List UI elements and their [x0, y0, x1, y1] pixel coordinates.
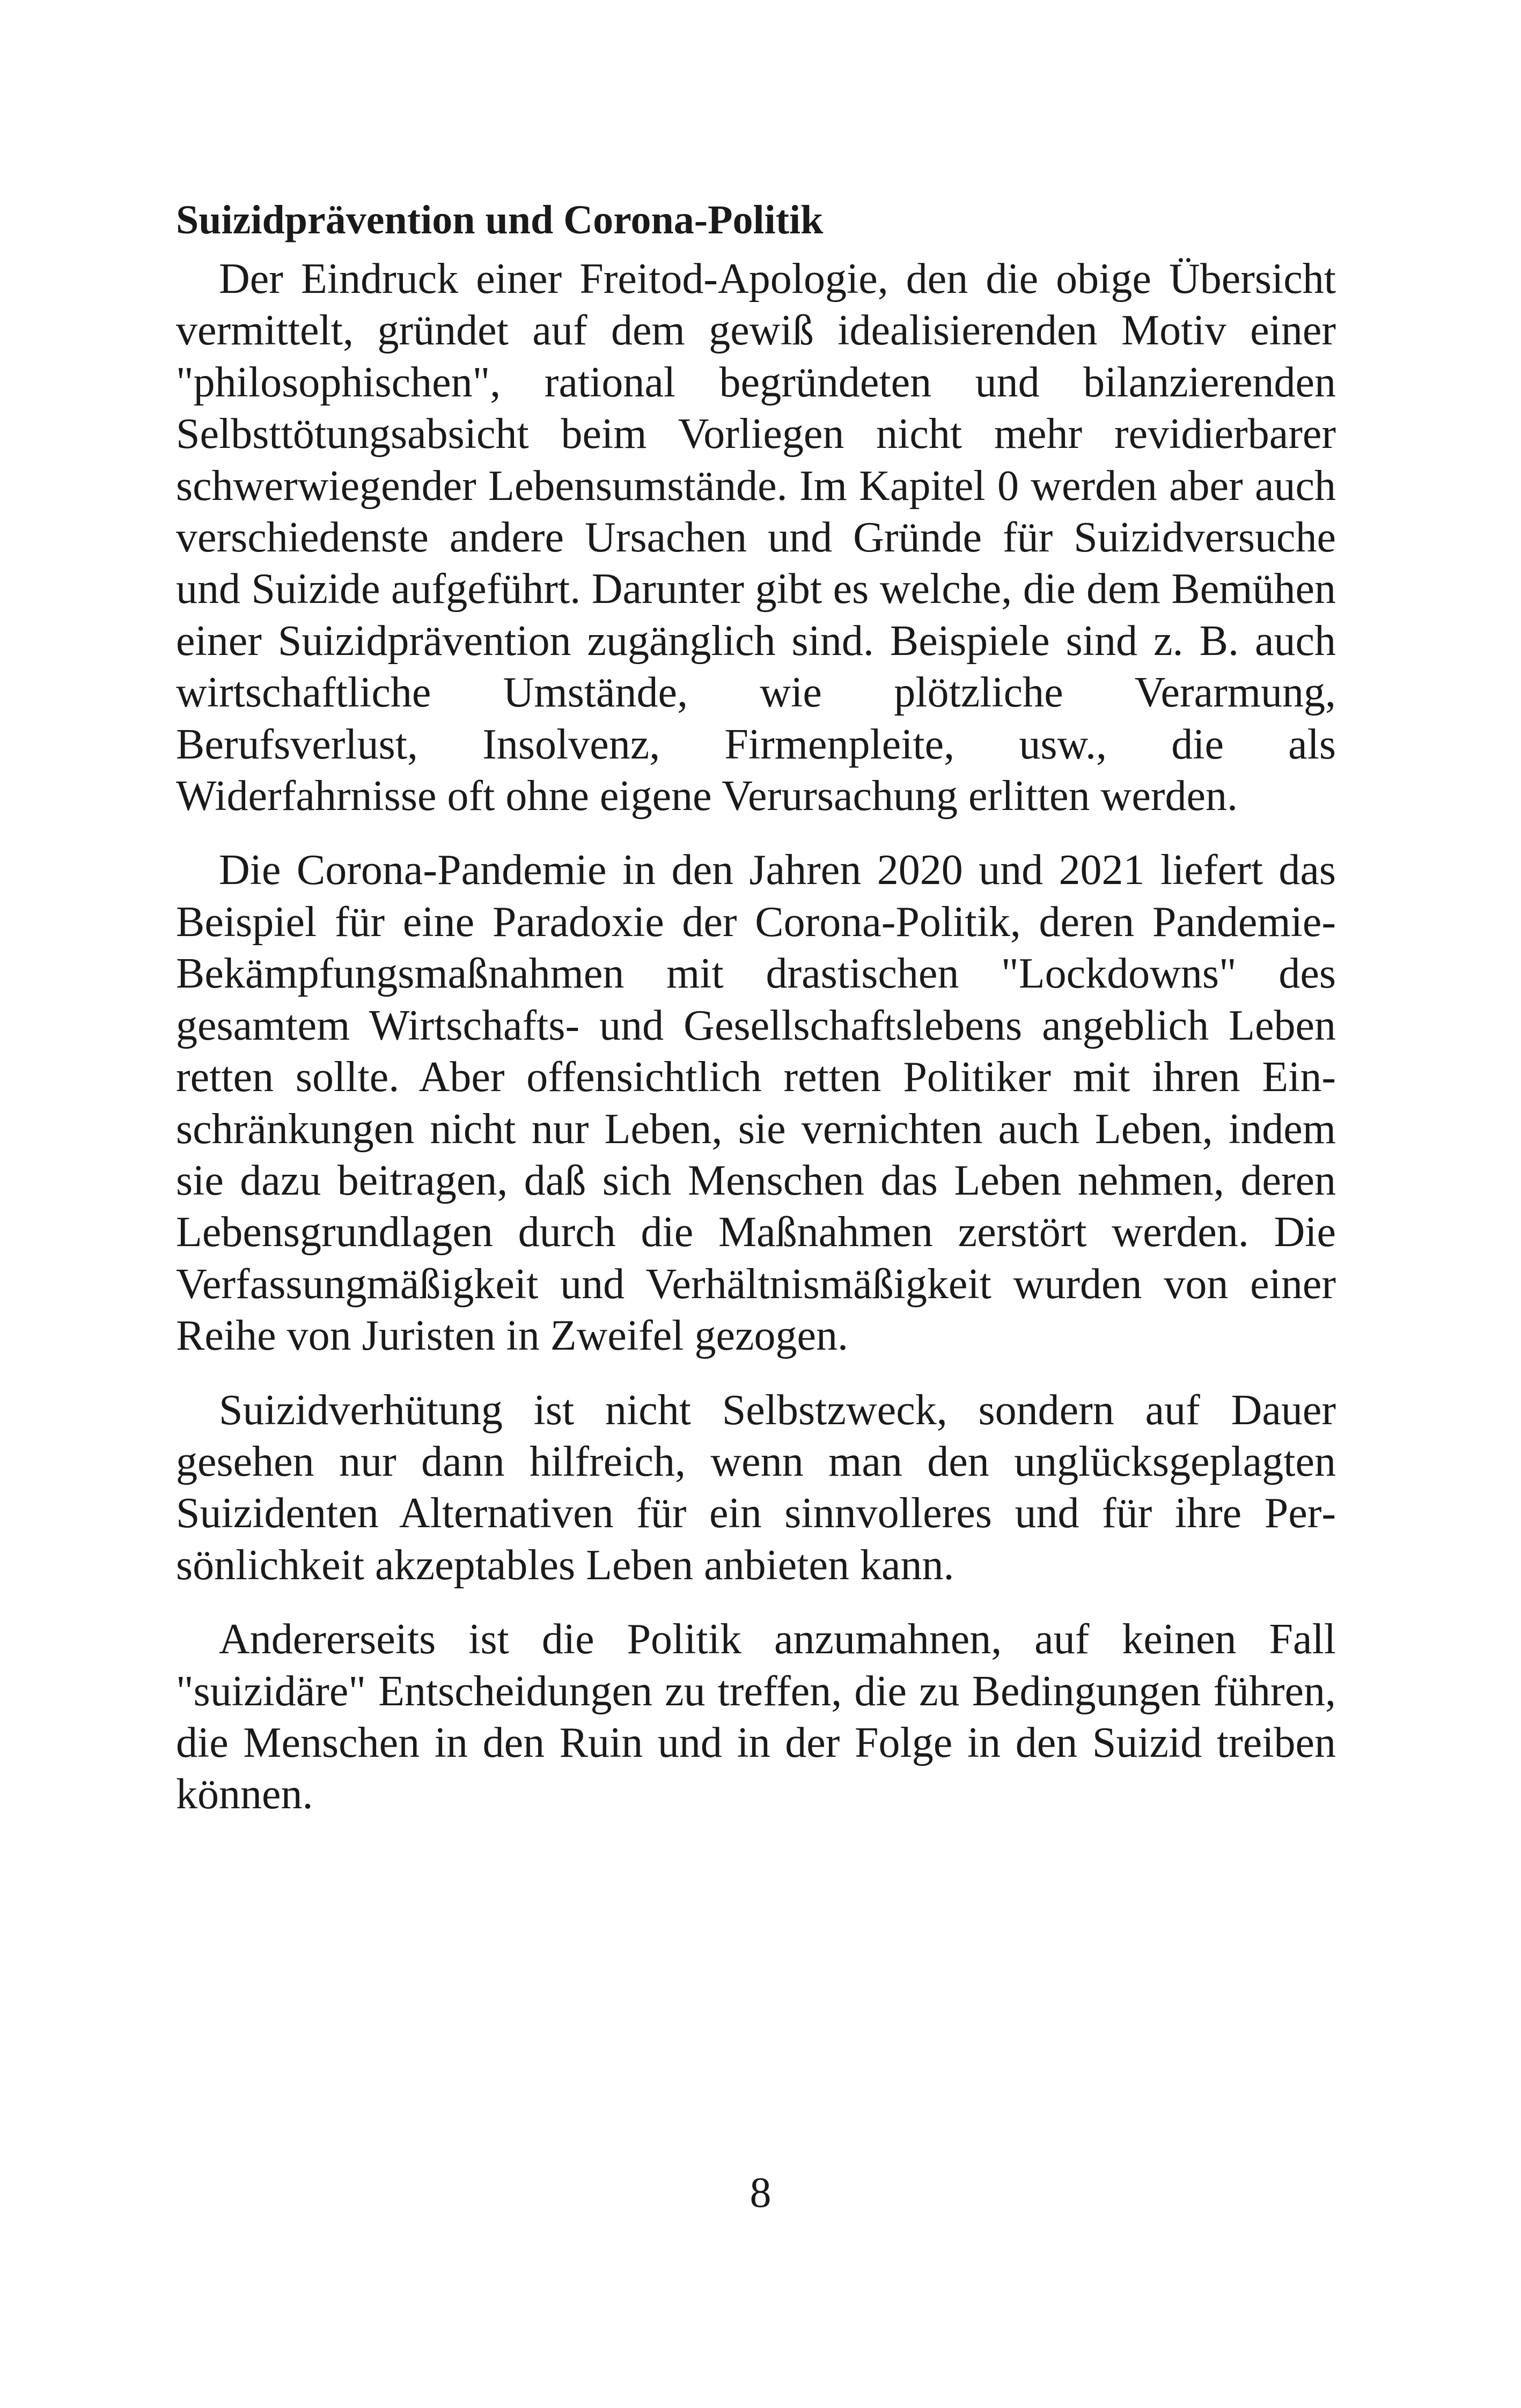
- paragraph-freitod-apologie: Der Eindruck einer Freitod-Apologie, den die obige Übersicht vermittelt, gründet auf dem gewiß idealisierenden Motiv einer "philosophischen", rational begründeten und bilanzierenden Selbsttötungsabsicht beim Vorliegen nicht mehr revidierbarer schwerwiegender Lebensumstände. Im Kapitel 0 werden aber auch verschiedenste andere Ursachen und Gründe für Suizidversuche und Suizide aufgeführt. Darunter gibt es welche, die dem Bemühen einer Suizidprävention zugänglich sind. Beispiele sind z. B. auch wirtschaftliche Umstände, wie plötzliche Verarmung, Berufsverlust, Insolvenz, Firmenpleite, usw., die als Widerfahrnisse oft ohne eigene Verursachung erlitten werden.: [176, 255, 1336, 820]
- paragraph-politik-anzumahnen: Andererseits ist die Politik anzumahnen, auf keinen Fall "suizidäre" Entscheidungen zu treffen, die zu Bedingungen führen, die Menschen in den Ruin und in der Folge in den Suizid treiben können.: [176, 1616, 1336, 1818]
- page-body: [176, 194, 1336, 1843]
- page-number: 8: [750, 2169, 771, 2216]
- paragraph-corona-pandemie: Die Corona-Pandemie in den Jahren 2020 und 2021 liefert das Beispiel für eine Paradoxie der Corona-Politik, deren Pandemie-Bekämpfungsmaßnahmen mit drastischen "Lockdowns" des gesamtem Wirtschafts- und Gesellschaftslebens angeblich Leben retten sollte. Aber offensichtlich retten Politiker mit ihren Einschränkungen nicht nur Leben, sie vernichten auch Leben, indem sie dazu beitragen, daß sich Menschen das Leben nehmen, deren Lebensgrundlagen durch die Maßnahmen zerstört werden. Die Verfassungmäßigkeit und Verhältnismäßigkeit wurden von einer Reihe von Juristen in Zweifel gezogen.: [176, 846, 1336, 1360]
- paragraph-suizidverhuetung: Suizidverhütung ist nicht Selbstzweck, sondern auf Dauer gesehen nur dann hilfreich, wenn man den unglücksgeplagten Suizidenten Alternativen für ein sinnvolleres und für ihre Persönlichkeit akzeptables Leben anbieten kann.: [176, 1386, 1336, 1589]
- section-heading: Suizidprävention und Corona-Politik: [176, 197, 824, 242]
